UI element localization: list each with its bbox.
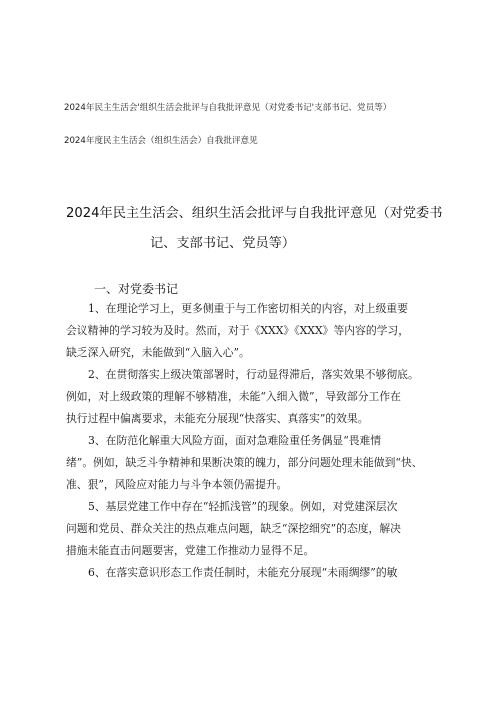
paragraph-line: 5、基层党建工作中存在“轻抓浅管”的现象。例如，对党建深层次 <box>88 500 398 513</box>
paragraph-line: 执行过程中偏离要求，未能充分展现“快落实、真落实”的效果。 <box>66 412 369 425</box>
paragraph-3 <box>66 430 438 496</box>
paragraph-4 <box>66 496 438 562</box>
paragraph-line: 会议精神的学习较为及时。然而，对于《XXX》《XXX》等内容的学习， <box>66 324 410 337</box>
paragraph-line: 6、在落实意识形态工作责任制时，未能充分展现“未雨绸缪”的敏 <box>88 566 398 579</box>
section-heading: 一、对党委书记 <box>94 282 179 296</box>
paragraph-1 <box>66 298 438 364</box>
paragraph-line: 缺乏深入研究，未能做到“入脑入心”。 <box>66 346 250 359</box>
document-title-line-1: 2024年民主生活会、组织生活会批评与自我批评意见（对党委书 <box>66 206 443 221</box>
paragraph-2 <box>66 364 438 430</box>
paragraph-line: 3、在防范化解重大风险方面，面对急难险重任务偶显“畏难情 <box>88 434 382 447</box>
paragraph-5 <box>66 562 438 584</box>
paragraph-line: 措施未能直击问题要害，党建工作推动力显得不足。 <box>66 544 315 557</box>
paragraph-line: 准、狠”，风险应对能力与斗争本领仍需提升。 <box>66 478 288 491</box>
header-line-1: 2024年民主生活会'组织生活会批评与自我批评意见（对党委书记'支部书记、党员等） <box>64 103 392 113</box>
paragraph-line: 问题和党员、群众关注的热点难点问题，缺乏“深挖细究”的态度，解决 <box>66 522 401 535</box>
header-line-2: 2024年度民主生活会（组织生活会）自我批评意见 <box>64 136 258 146</box>
paragraph-line: 2、在贯彻落实上级决策部署时，行动显得滞后，落实效果不够彻底。 <box>88 368 419 381</box>
paragraph-line: 1、在理论学习上，更多侧重于与工作密切相关的内容，对上级重要 <box>88 302 408 315</box>
paragraph-line: 例如，对上级政策的理解不够精准，未能“入细入微”，导致部分工作在 <box>66 390 401 403</box>
document-title-line-2: 记、支部书记、党员等） <box>150 236 296 251</box>
paragraph-line: 绪”。例如，缺乏斗争精神和果断决策的魄力，部分问题处理未能做到“快、 <box>66 456 423 469</box>
